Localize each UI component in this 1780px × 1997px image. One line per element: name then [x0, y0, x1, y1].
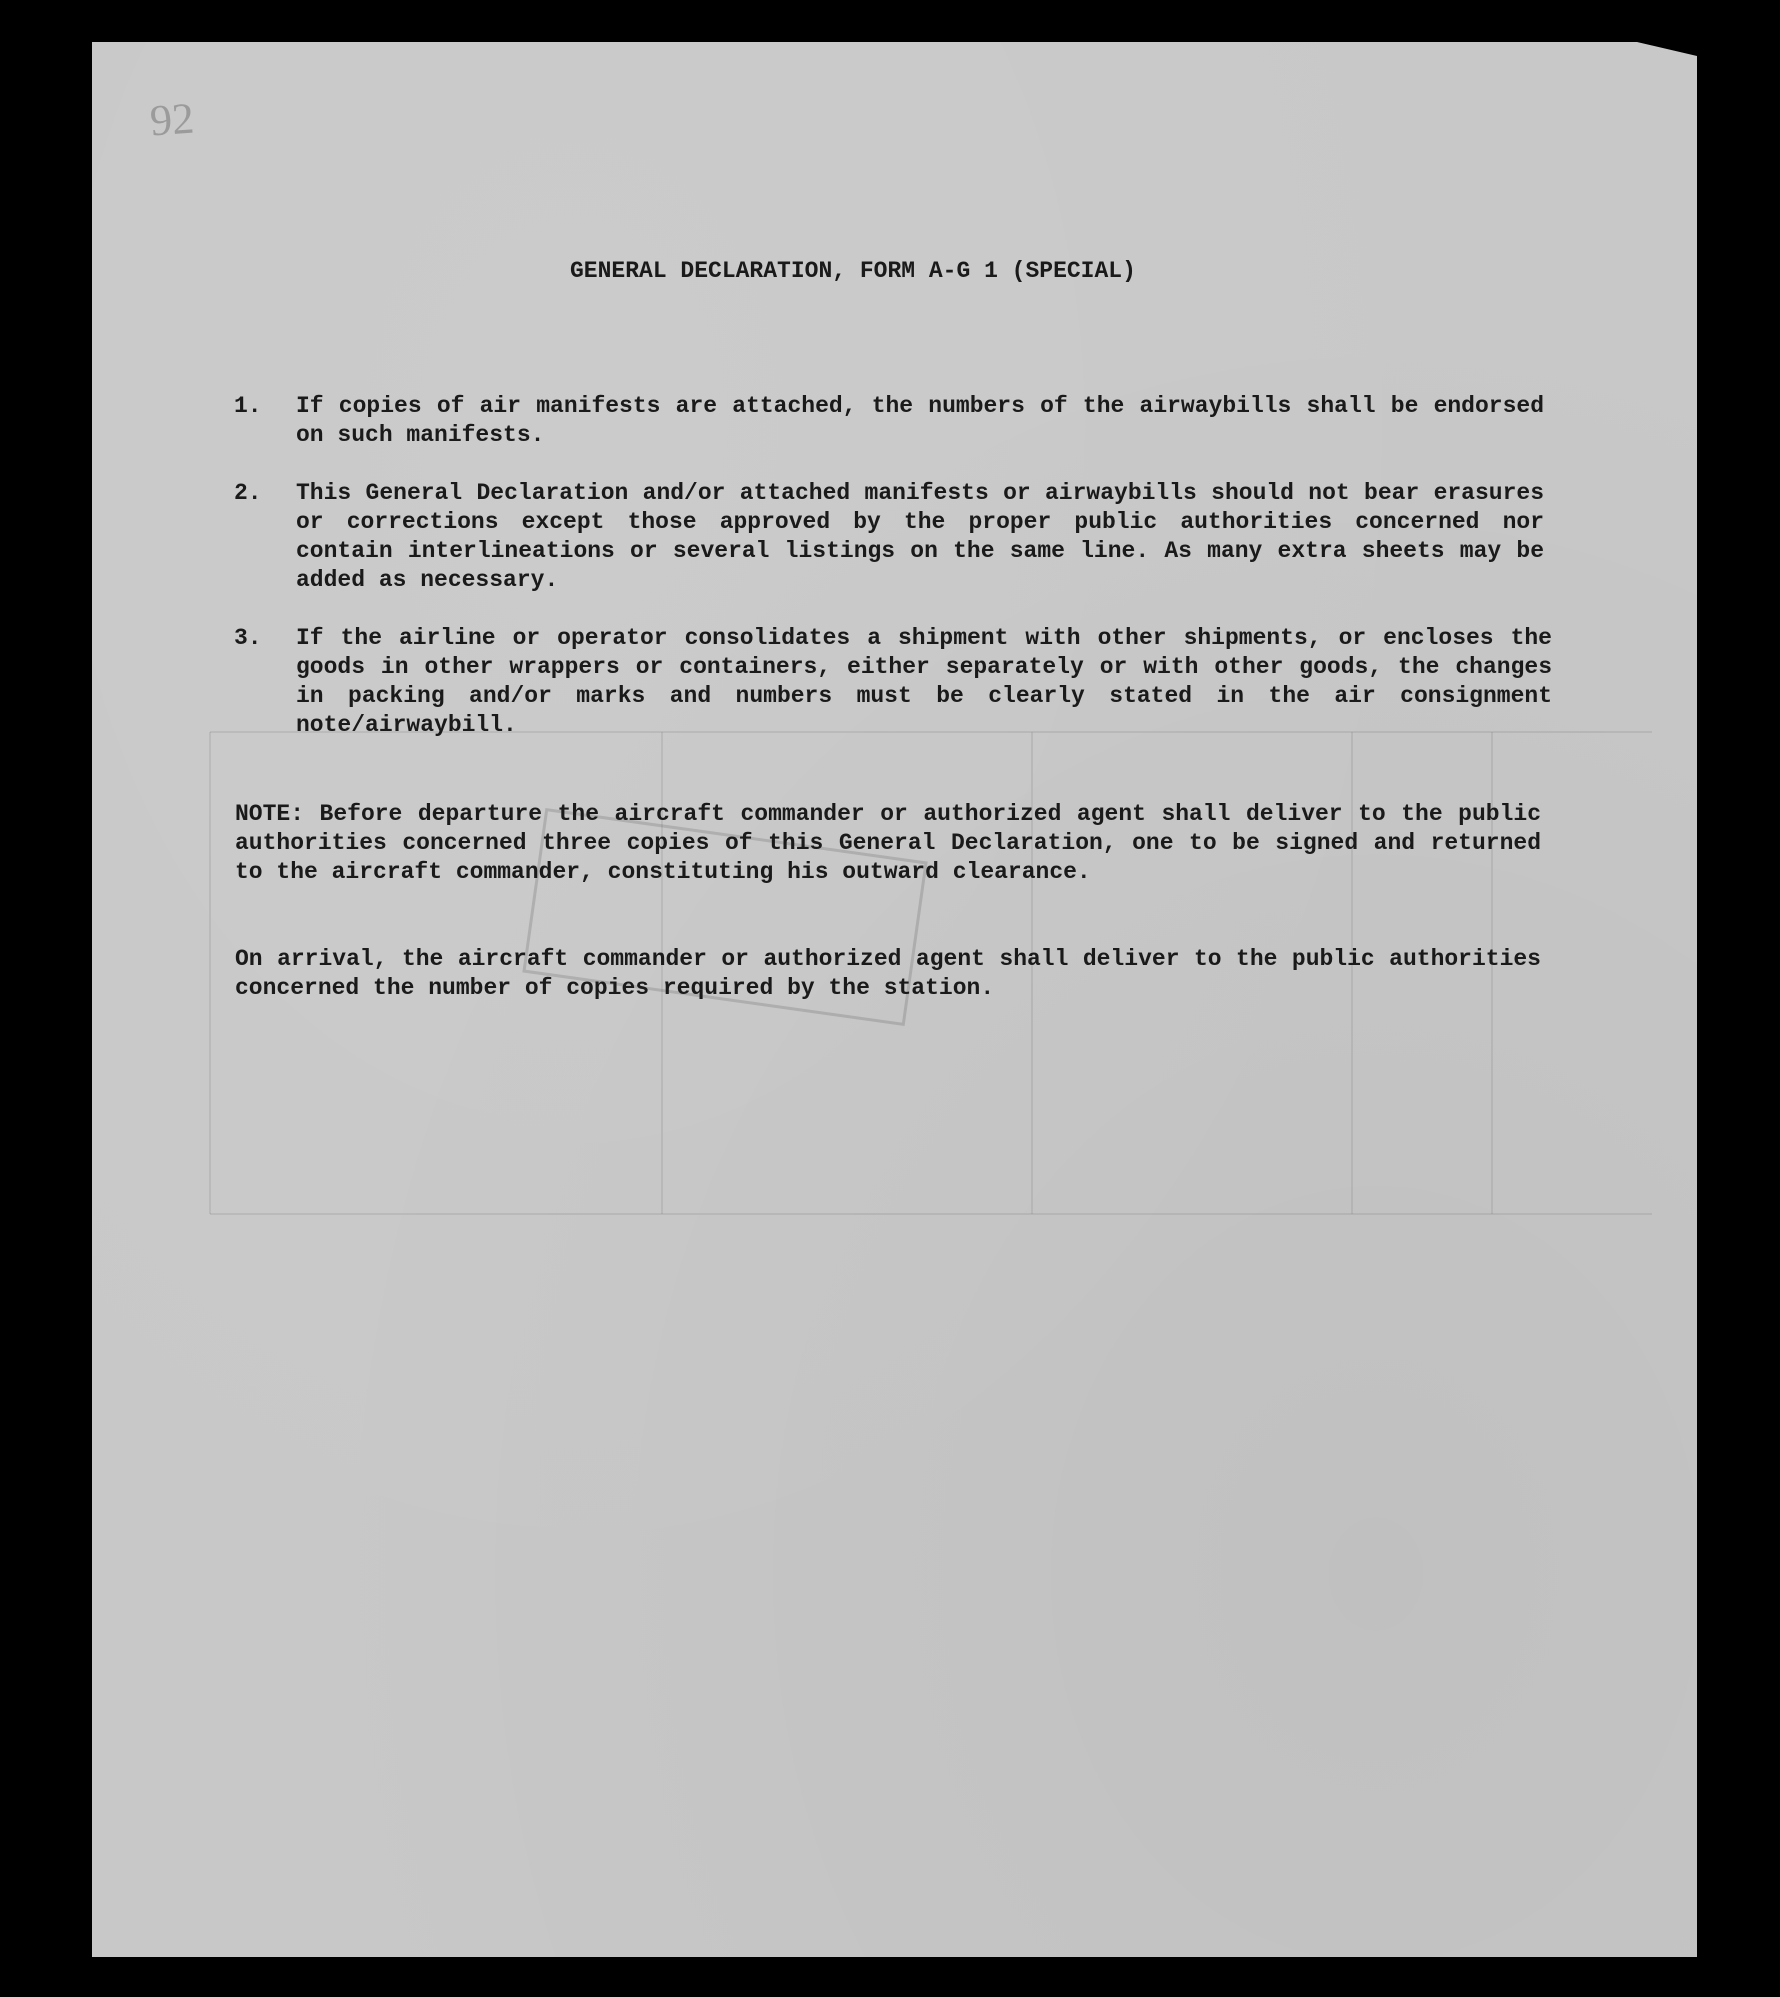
- page-number-mark: 92: [148, 93, 196, 146]
- item-2-text: This General Declaration and/or attached manifests or airwaybills should not bear erasures or corrections except those approved by the proper public authorities concerned nor contain interlineations or several listings on the same line. As many extra sheets may be added as necessary.: [296, 480, 1544, 593]
- item-2-number: 2.: [234, 480, 262, 506]
- item-1-number: 1.: [234, 393, 262, 419]
- item-1-text: If copies of air manifests are attached, the numbers of the airwaybills shall be endorsed on such manifests.: [296, 393, 1544, 448]
- page-title: GENERAL DECLARATION, FORM A-G 1 (SPECIAL): [570, 258, 1136, 284]
- item-3-text: If the airline or operator consolidates a shipment with other shipments, or encloses the goods in other wrappers or containers, either separately or with other goods, the changes in packing and/or marks and numbers must be clearly stated in the air consignment note/airwaybill.: [296, 625, 1552, 738]
- item-3-number: 3.: [234, 625, 262, 651]
- note-paragraph: NOTE: Before departure the aircraft commander or authorized agent shall deliver to the public authorities concerned three copies of this General Declaration, one to be signed and returned to the aircraft commander, constituting his outward clearance.: [235, 801, 1541, 885]
- paper-sheet: [92, 42, 1697, 1957]
- arrival-paragraph: On arrival, the aircraft commander or authorized agent shall deliver to the public authorities concerned the number of copies required by the station.: [235, 946, 1541, 1001]
- corner-fold: [1637, 42, 1697, 56]
